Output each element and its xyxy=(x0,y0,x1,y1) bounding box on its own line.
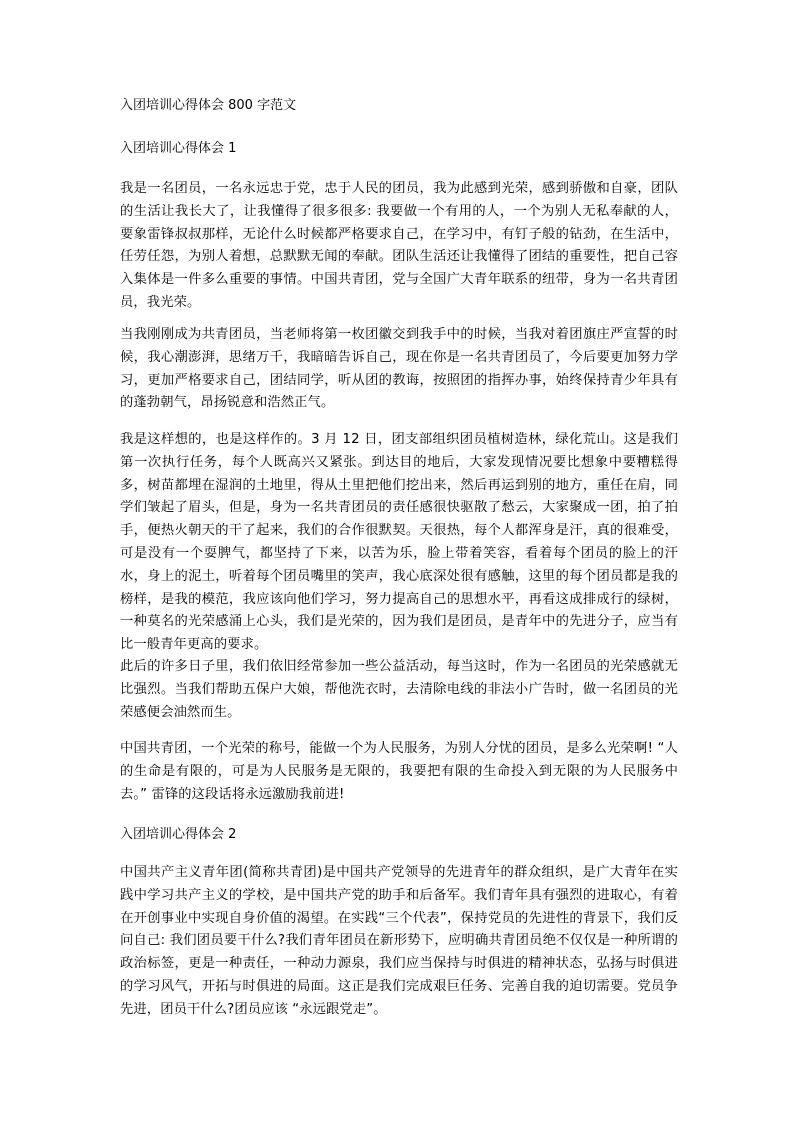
section-1-paragraph-2: 当我刚刚成为共青团员，当老师将第一枚团徽交到我手中的时候，当我对着团旗庄严宣誓的时候，我心潮澎湃，思绪万千，我暗暗告诉自己，现在你是一名共青团员了，今后要更加努力学习，更加严格要求自己，团结同学，听从团的教诲，按照团的指挥办事，始终保持青少年具有的蓬勃朝气，昂扬锐意和浩然正气。 xyxy=(120,327,678,411)
document-title: 入团培训心得体会 800 字范文 xyxy=(120,98,297,113)
section-1-paragraph-1: 我是一名团员，一名永远忠于党，忠于人民的团员，我为此感到光荣，感到骄傲和自豪，团队的生活让我长大了，让我懂得了很多很多: 我要做一个有用的人，一个为别人无私奉献的人，要象雷锋叔叔那样，无论什么时候都严格要求自己，在学习中，有钉子般的钻劲，在生活中，任劳任怨，为别人着想，总默默无闻的奉献。团队生活还让我懂得了团结的重要性，把自己容入集体是一件多么重要的事情。中国共青团，党与全国广大青年联系的纽带，身为一名共青团员，我光荣。 xyxy=(120,181,678,310)
section-1-paragraph-3: 我是这样想的，也是这样作的。3 月 12 日，团支部组织团员植树造林，绿化荒山。这是我们第一次执行任务，每个人既高兴又紧张。到达目的地后，大家发现情况要比想象中要糟糕得多，树苗都埋在湿润的土地里，得从土里把他们挖出来，然后再运到别的地方，重任在肩，同学们皱起了眉头，但是，身为一名共青团员的责任感很快驱散了愁云，大家聚成一团，拍了拍手，便热火朝天的干了起来，我们的合作很默契。天很热，每个人都浑身是汗，真的很难受，可是没有一个耍脾气，都坚持了下来，以苦为乐，脸上带着笑容，看着每个团员的脸上的汗水，身上的泥土，听着每个团员嘴里的笑声，我心底深处很有感触，这里的每个团员都是我的榜样，是我的模范，我应该向他们学习，努力提高自己的思想水平，再看这成排成行的绿树，一种莫名的光荣感涌上心头，我们是光荣的，因为我们是团员，是青年中的先进分子，应当有比一般青年更高的要求。 xyxy=(120,432,678,653)
section-heading-1: 入团培训心得体会 1 xyxy=(120,141,237,156)
section-heading-2: 入团培训心得体会 2 xyxy=(120,827,237,842)
section-1-paragraph-5: 中国共青团，一个光荣的称号，能做一个为人民服务，为别人分忧的团员，是多么光荣啊! “人的生命是有限的，可是为人民服务是无限的，我要把有限的生命投入到无限的为人民服务中去。” 雷锋的这段话将永远激励我前进! xyxy=(120,741,678,802)
section-1-paragraph-4: 此后的许多日子里，我们依旧经常参加一些公益活动，每当这时，作为一名团员的光荣感就无比强烈。当我们帮助五保户大娘，帮他洗衣时，去清除电线的非法小广告时，做一名团员的光荣感便会油然而生。 xyxy=(120,659,678,720)
section-2-paragraph-1: 中国共产主义青年团(简称共青团)是中国共产党领导的先进青年的群众组织，是广大青年在实践中学习共产主义的学校，是中国共产党的助手和后备军。我们青年具有强烈的进取心，有着在开创事业中实现自身价值的渴望。在实践“三个代表”，保持党员的先进性的背景下，我们反问自己: 我们团员要干什么?我们青年团员在新形势下，应明确共青团员绝不仅仅是一种所谓的政治标签，更是一种责任，一种动力源泉，我们应当保持与时俱进的精神状态，弘扬与时俱进的学习风气，开拓与时俱进的局面。这正是我们完成艰巨任务、完善自我的迫切需要。党员争先进，团员干什么?团员应该 “永远跟党走”。 xyxy=(120,865,678,1017)
